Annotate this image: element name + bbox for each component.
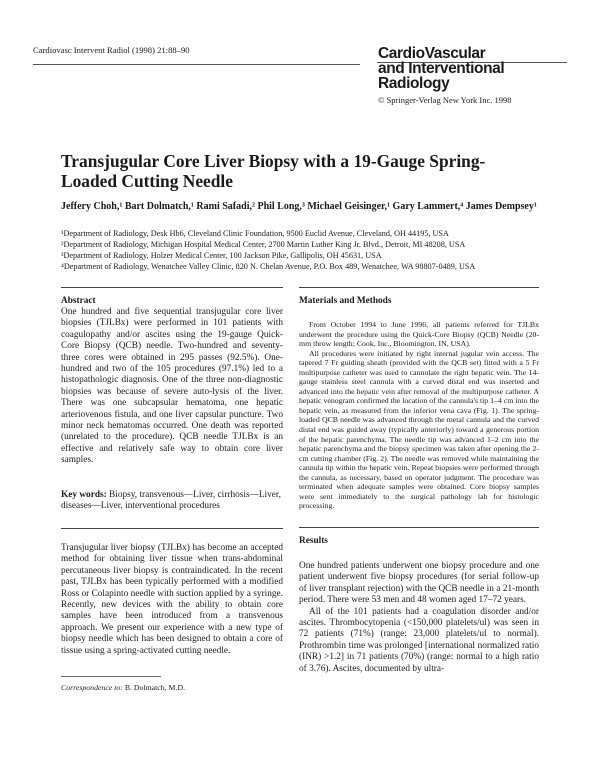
methods-rule — [299, 287, 539, 288]
correspondence-label: Correspondence to: — [61, 683, 123, 692]
correspondence-note — [61, 683, 185, 692]
results-paragraph-2: All of the 101 patients had a coagulation disorder and/or ascites. Thrombocytopenia (<150,000 platelets/ul) was seen in 72 patients (71%) (range: 23,000 platelets/ul to normal). Prothrombin time was prolonged [international normalized ratio (INR) >1.2] in 71 patients (70%) (range: normal to a high ratio of 3.76). Ascites, documented by ultra- — [299, 606, 539, 674]
abstract-rule — [61, 287, 283, 288]
results-heading: Results — [299, 536, 328, 546]
methods-paragraph-1: From October 1994 to June 1996, all patients referred for TJLBx underwent the procedure using the Quick-Core Biopsy (QCB) Needle (20-mm throw length; Cook, Inc., Bloomington, IN, USA). — [299, 320, 539, 349]
results-rule — [299, 527, 539, 528]
affiliation-1: ¹Department of Radiology, Desk Hb6, Cleveland Clinic Foundation, 9500 Euclid Avenue, Cleveland, OH 44195, USA — [61, 229, 449, 238]
results-paragraph-1: One hundred patients underwent one biopsy procedure and one patient underwent five biopsy procedures (for serial follow-up of liver transplant rejection) with the QCB needle in a 21-month period. There were 53 men and 48 women aged 17–72 years. — [299, 561, 539, 606]
journal-citation: Cardiovasc Intervent Radiol (1998) 21:88–90 — [33, 45, 190, 55]
methods-paragraph-2: All procedures were initiated by right internal jugular vein access. The tapered 7 Fr guiding sheath (provided with the QCB set) fitted with a 5 Fr multipurpose catheter was used to cannulate the right hepatic vein. The 14-gauge stainless steel cannula with a curved distal end was inserted and advanced into the hepatic vein after removal of the multipurpose catheter. A hepatic venogram confirmed the location of the cannula's tip 1–4 cm into the hepatic vein, as measured from the inferior vena cava (Fig. 1). The spring-loaded QCB needle was advanced through the metal cannula and the curved distal end was guided away (typically anteriorly) toward a generous portion of the hepatic parenchyma. The needle tip was advanced 1–2 cm into the hepatic parenchyma and the biopsy specimen was taken after opening the 2-cm cutting chamber (Fig. 2). The needle was removed while maintaining the cannula tip within the hepatic vein. Repeat biopsies were performed through the cannula, as necessary, based on operator judgment. The procedure was terminated when adequate samples were obtained. Core biopsy samples were sent immediately to the surgical pathology lab for histologic processing. — [299, 348, 539, 511]
results-body — [299, 561, 539, 675]
keywords — [61, 490, 283, 513]
methods-body — [299, 320, 539, 511]
affiliation-3: ³Department of Radiology, Holzer Medical Center, 100 Jackson Pike, Gallipolis, OH 45631, USA — [61, 251, 382, 260]
abstract-end-rule — [61, 528, 283, 529]
methods-heading: Materials and Methods — [299, 296, 392, 306]
journal-logo — [378, 46, 504, 91]
copyright-notice: © Springer-Verlag New York Inc. 1998 — [378, 95, 512, 105]
journal-name-line1: CardioVascular — [378, 45, 486, 62]
intro-text: Transjugular liver biopsy (TJLBx) has become an accepted method for obtaining liver tissue when trans-abdominal percutaneous liver biopsy is contraindicated. In the recent past, TJLBx has been typically performed with a modified Ross or Colapinto needle with suction applied by a syringe. Recently, new devices with the ability to obtain core samples have been introduced from a transvenous approach. We present our experience with a new type of biopsy needle which has been designed to obtain a core of tissue using a spring-activated cutting needle. — [61, 543, 283, 656]
keywords-label: Key words: — [61, 490, 107, 500]
abstract-heading: Abstract — [61, 296, 96, 306]
abstract-text: One hundred and five sequential transjugular core liver biopsies (TJLBx) were performed in 101 patients with coagulopathy and/or ascites using the 19-gauge Quick-Core Biopsy (QCB) needle. Two-hundred and seventy-three cores were obtained in 295 passes (92.5%). One-hundred and two of the 105 procedures (97.1%) led to a histopathologic diagnosis. One of the three non-diagnostic biopsies was because of severe auto-lysis of the liver. There was one subcapsular hematoma, one hepatic arteriovenous fistula, and one liver capsular puncture. Two minor neck hematomas occurred. One death was reported (unrelated to the procedure). QCB needle TJLBx is an effective and relatively safe way to obtain core liver samples. — [61, 307, 283, 466]
header-rule — [33, 64, 360, 65]
journal-name-line3: Radiology — [378, 75, 450, 92]
correspondence-name: B. Dolmatch, M.D. — [124, 683, 186, 692]
article-title: Transjugular Core Liver Biopsy with a 19-Gauge Spring-Loaded Cutting Needle — [61, 151, 486, 191]
author-list: Jeffery Choh,¹ Bart Dolmatch,¹ Rami Safadi,² Phil Long,³ Michael Geisinger,¹ Gary Lammert,⁴ James Dempsey¹ — [61, 201, 537, 212]
affiliation-4: ⁴Department of Radiology, Wenatchee Valley Clinic, 820 N. Chelan Avenue, P.O. Box 489, Wenatchee, WA 98807-0489, USA — [61, 262, 476, 271]
footnote-rule — [61, 676, 161, 677]
journal-name-line2: and Interventional — [378, 60, 505, 77]
keywords-list: Biopsy, transvenous—Liver, cirrhosis—Liver, diseases—Liver, interventional procedures — [61, 490, 281, 512]
affiliation-2: ²Department of Radiology, Michigan Hospital Medical Center, 2700 Martin Luther King Jr. Blvd., Detroit, MI 48208, USA — [61, 240, 466, 249]
